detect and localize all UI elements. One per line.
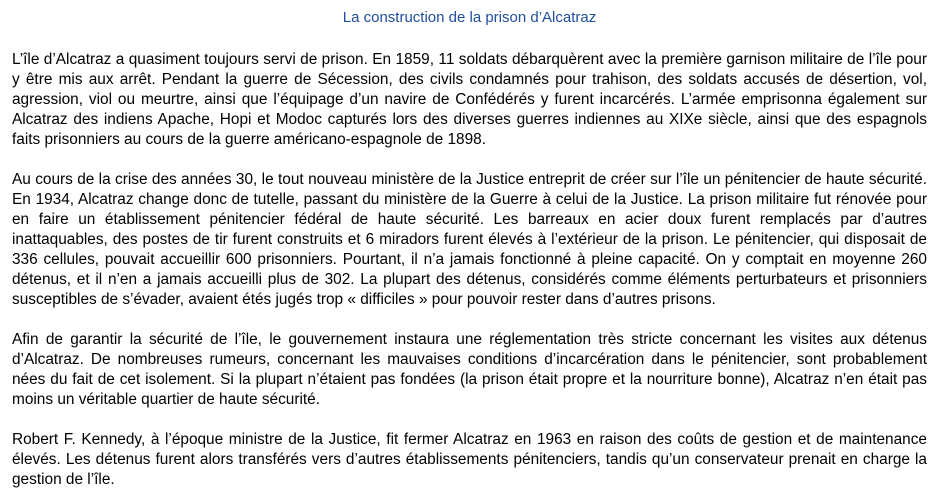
paragraph-security-regulations: Afin de garantir la sécurité de l’île, le gouvernement instaura une réglementation très stricte concernant les visites aux détenus d’Alcatraz. De nombreuses rumeurs, concernant les mauvaises conditions d’incarcération dans le pénitencier, sont probablement nées du fait de cet isolement. Si la plupart n’étaient pas fondées (la prison était propre et la nourriture bonne), Alcatraz n’en était pas moins un véritable quartier de haute sécurité. xyxy=(12,331,927,408)
document-title: La construction de la prison d’Alcatraz xyxy=(342,9,597,26)
paragraph-closure: Robert F. Kennedy, à l’époque ministre de la Justice, fit fermer Alcatraz en 1963 en raison des coûts de gestion et de maintenance élevés. Les détenus furent alors transférés vers d’autres établissements pénitenciers, tandis qu’un conservateur prenait en charge la gestion de l’île. xyxy=(12,431,927,488)
paragraph-federal-penitentiary: Au cours de la crise des années 30, le tout nouveau ministère de la Justice entreprit de créer sur l’île un pénitencier de haute sécurité. En 1934, Alcatraz change donc de tutelle, passant du ministère de la Guerre à celui de la Justice. La prison militaire fut rénovée pour en faire un établissement pénitencier fédéral de haute sécurité. Les barreaux en acier doux furent remplacés par d’autres inattaquables, des postes de tir furent construits et 6 miradors furent élevés à l’extérieur de la prison. Le pénitencier, qui disposait de 336 cellules, pouvait accueillir 600 prisonniers. Pourtant, il n’a jamais fonctionné à pleine capacité. On y comptait en moyenne 260 détenus, et il n’en a jamais accueilli plus de 302. La plupart des détenus, considérés comme éléments perturbateurs et prisonniers susceptibles de s’évader, avaient étés jugés trop « difficiles » pour pouvoir rester dans d’autres prisons. xyxy=(12,171,927,308)
paragraph-military-prison-history: L’île d’Alcatraz a quasiment toujours servi de prison. En 1859, 11 soldats débarquèrent avec la première garnison militaire de l’île pour y être mis aux arrêt. Pendant la guerre de Sécession, des civils condamnés pour trahison, des soldats accusés de désertion, vol, agression, viol ou meurtre, ainsi que l’équipage d’un navire de Confédérés y furent incarcérés. L’armée emprisonna également sur Alcatraz des indiens Apache, Hopi et Modoc capturés lors des diverses guerres indiennes au XIXe siècle, ainsi que des espagnols faits prisonniers au cours de la guerre américano-espagnole de 1898. xyxy=(12,51,927,148)
